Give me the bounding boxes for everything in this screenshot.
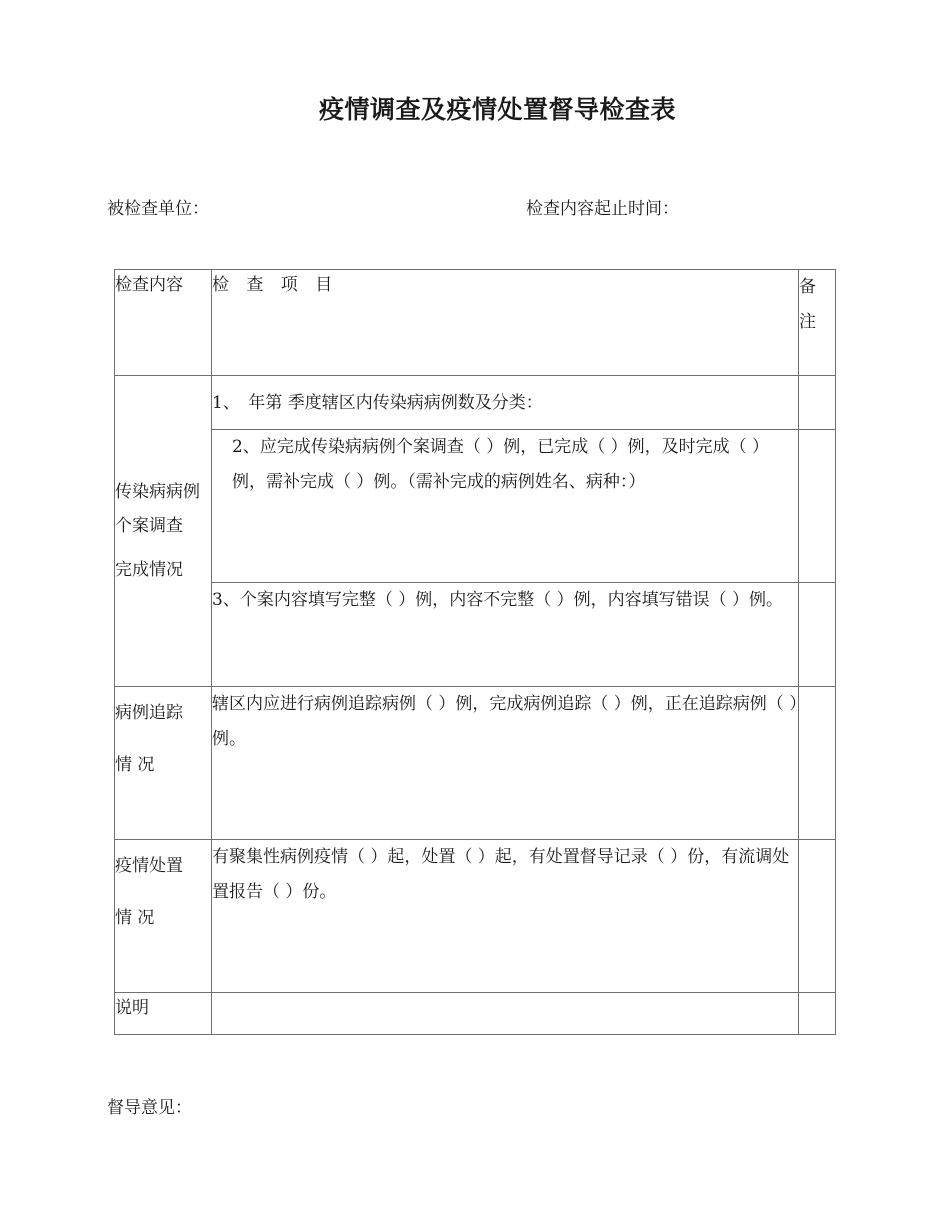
table-row — [115, 430, 836, 583]
inspection-table — [114, 269, 836, 1035]
check-item-3: 3、个案内容填写完整（ ）例，内容不完整（ ）例，内容填写错误（ ）例。 — [212, 583, 799, 687]
category-case-tracking — [115, 687, 212, 840]
check-item-2-text: 2、应完成传染病病例个案调查（ ）例，已完成（ ）例，及时完成（ ）例，需补完成（ ）例。（需补完成的病例姓名、病种：） — [232, 437, 770, 492]
category-epidemic-handling — [115, 840, 212, 993]
document-title: 疫情调查及疫情处置督导检查表 — [318, 95, 676, 124]
category-line: 病例追踪 — [115, 703, 183, 723]
time-range-label: 检查内容起止时间： — [526, 199, 679, 219]
check-item-handling: 有聚集性病例疫情（ ）起，处置（ ）起，有处置督导记录（ ）份，有流调处置报告（ ）份。 — [212, 840, 799, 993]
table-row — [115, 687, 836, 840]
header-note — [799, 270, 836, 376]
table-row — [115, 376, 836, 430]
table-header-row — [115, 270, 836, 376]
category-line: 情 况 — [115, 908, 155, 928]
table-row — [115, 840, 836, 993]
table-row — [115, 993, 836, 1035]
category-line: 疫情处置 — [115, 856, 183, 876]
table-row — [115, 583, 836, 687]
note-cell — [799, 376, 836, 430]
remarks-content — [212, 993, 799, 1035]
note-cell — [799, 840, 836, 993]
check-item-2 — [212, 430, 799, 583]
header-note-line2: 注 — [799, 312, 816, 332]
header-items: 检 查 项 目 — [212, 270, 799, 376]
category-line: 个案调查 — [115, 516, 183, 536]
category-line: 情 况 — [115, 755, 155, 775]
remarks-label: 说明 — [115, 993, 212, 1035]
note-cell — [799, 583, 836, 687]
header-content: 检查内容 — [115, 270, 212, 376]
inspected-unit-label: 被检查单位： — [107, 199, 209, 219]
check-item-1: 1、 年第 季度辖区内传染病病例数及分类： — [212, 376, 799, 430]
supervision-advice-label: 督导意见： — [107, 1098, 192, 1118]
header-note-line1: 备 — [799, 277, 816, 297]
note-cell — [799, 993, 836, 1035]
note-cell — [799, 430, 836, 583]
note-cell — [799, 687, 836, 840]
category-case-survey — [115, 376, 212, 687]
check-item-tracking: 辖区内应进行病例追踪病例（ ）例，完成病例追踪（ ）例，正在追踪病例（ ）例。 — [212, 687, 799, 840]
category-line: 完成情况 — [115, 560, 183, 580]
category-line: 传染病病例 — [115, 482, 200, 502]
